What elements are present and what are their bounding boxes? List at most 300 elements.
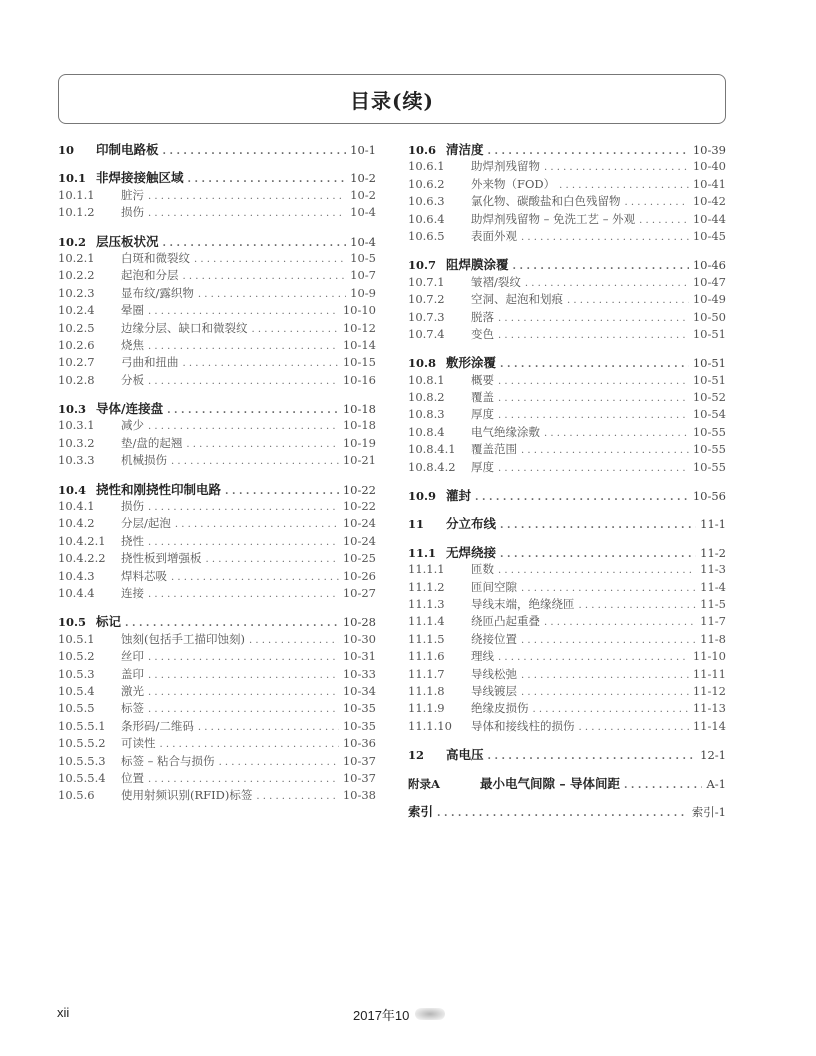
section-number: 10.5.4 xyxy=(58,683,95,698)
toc-entry[interactable] xyxy=(408,631,726,648)
toc-entry[interactable] xyxy=(58,354,376,371)
section-number: 10.7.3 xyxy=(408,309,445,324)
section-number: 10.1 xyxy=(58,171,87,186)
section-number: 10.7.4 xyxy=(408,326,445,341)
section-number: 10.3.3 xyxy=(58,453,95,468)
dot-leader xyxy=(148,205,346,222)
page-reference: 11-2 xyxy=(700,545,726,560)
dot-leader xyxy=(579,597,697,614)
toc-entry[interactable] xyxy=(408,648,726,665)
toc-entry[interactable] xyxy=(408,309,726,326)
section-number: 10.4.2 xyxy=(58,516,95,531)
toc-entry[interactable] xyxy=(408,700,726,717)
toc-entry[interactable] xyxy=(408,561,726,578)
section-number: 10.8.3 xyxy=(408,407,445,422)
section-number: 10.6.5 xyxy=(408,228,445,243)
section-number: 10.6.4 xyxy=(408,211,445,226)
toc-entry[interactable] xyxy=(58,568,376,585)
page-reference: 10-7 xyxy=(350,268,376,283)
dot-leader xyxy=(148,534,339,551)
page-reference: 10-22 xyxy=(342,482,376,497)
toc-entry[interactable] xyxy=(58,267,376,284)
page-reference: 10-52 xyxy=(692,390,726,405)
section-number: 10.2.1 xyxy=(58,250,95,265)
section-title: 导线末端，绝缘绕匝 xyxy=(471,596,575,611)
toc-entry[interactable] xyxy=(408,718,726,735)
section-title: 阻焊膜涂覆 xyxy=(446,257,509,273)
toc-group xyxy=(408,803,726,820)
section-number: 10.8.4 xyxy=(408,424,445,439)
dot-leader xyxy=(148,188,346,205)
dot-leader xyxy=(148,303,339,320)
toc-entry[interactable] xyxy=(58,700,376,717)
page-reference: 10-40 xyxy=(692,159,726,174)
toc-group xyxy=(408,141,726,245)
dot-leader xyxy=(498,562,696,579)
dot-leader xyxy=(559,177,689,194)
toc-entry[interactable] xyxy=(58,753,376,770)
toc-group xyxy=(58,481,376,603)
section-title: 皱褶/裂纹 xyxy=(471,274,521,289)
dot-leader xyxy=(488,748,697,765)
toc-entry[interactable] xyxy=(58,585,376,602)
dot-leader xyxy=(148,418,339,435)
dot-leader xyxy=(475,489,689,506)
toc-entry[interactable] xyxy=(58,515,376,532)
dot-leader xyxy=(148,586,339,603)
page-reference: A-1 xyxy=(706,776,726,791)
toc-entry[interactable] xyxy=(58,337,376,354)
section-title: 助焊剂残留物 – 免洗工艺 – 外观 xyxy=(471,211,636,226)
page-title: 目录(续) xyxy=(350,88,434,113)
dot-leader xyxy=(521,632,696,649)
dot-leader xyxy=(498,327,689,344)
dot-leader xyxy=(521,229,689,246)
dot-leader xyxy=(175,516,339,533)
toc-group xyxy=(408,515,726,532)
dot-leader xyxy=(521,580,696,597)
dot-leader xyxy=(148,373,339,390)
toc-group xyxy=(58,613,376,804)
section-number: 10.5.5.3 xyxy=(58,753,106,768)
page-reference: 10-22 xyxy=(342,499,376,514)
dot-leader xyxy=(148,684,339,701)
toc-entry[interactable] xyxy=(408,459,726,476)
section-number: 10.6 xyxy=(408,143,437,157)
page-reference: 10-51 xyxy=(692,372,726,387)
toc-entry[interactable] xyxy=(58,187,376,204)
page-reference: 10-18 xyxy=(342,418,376,433)
section-title: 脱落 xyxy=(471,309,494,324)
toc-entry[interactable] xyxy=(58,169,376,186)
section-number: 附录A xyxy=(408,776,440,791)
section-title: 助焊剂残留物 xyxy=(471,159,540,174)
toc-entry[interactable] xyxy=(408,176,726,193)
dot-leader xyxy=(186,436,338,453)
section-title: 损伤 xyxy=(121,499,144,514)
toc-title-box xyxy=(58,74,726,124)
section-number: 10.5 xyxy=(58,615,87,630)
section-title: 连接 xyxy=(121,585,144,600)
section-title: 使用射频识别(RFID)标签 xyxy=(121,788,253,803)
page-reference: 11-14 xyxy=(692,718,726,733)
section-title: 分层/起泡 xyxy=(121,516,171,531)
page-reference: 10-25 xyxy=(342,551,376,566)
section-title: 激光 xyxy=(121,683,144,698)
toc-entry[interactable] xyxy=(58,631,376,648)
section-number: 10.2 xyxy=(58,234,87,249)
dot-leader xyxy=(249,632,339,649)
page-reference: 10-35 xyxy=(342,701,376,716)
section-number: 10.5.3 xyxy=(58,666,95,681)
page-reference: 11-4 xyxy=(700,579,726,594)
section-number: 10.5.5.4 xyxy=(58,770,106,785)
dot-leader xyxy=(183,355,339,372)
toc-entry[interactable] xyxy=(58,320,376,337)
toc-entry[interactable] xyxy=(58,666,376,683)
page-reference: 10-4 xyxy=(350,234,376,249)
toc-group xyxy=(408,746,726,763)
section-number: 10.4.1 xyxy=(58,499,95,514)
section-number: 11.1.2 xyxy=(408,579,445,594)
dot-leader xyxy=(171,569,339,586)
toc-entry[interactable] xyxy=(408,291,726,308)
section-title: 氯化物、碳酸盐和白色残留物 xyxy=(471,194,621,209)
section-title: 标记 xyxy=(96,614,122,630)
page-reference: 10-42 xyxy=(692,194,726,209)
toc-entry[interactable] xyxy=(408,803,726,820)
section-title: 边缘分层、缺口和微裂纹 xyxy=(121,320,248,335)
section-number: 11.1.7 xyxy=(408,666,445,681)
toc-group xyxy=(408,256,726,343)
dot-leader xyxy=(498,649,689,666)
toc-entry[interactable] xyxy=(408,441,726,458)
toc-entry[interactable] xyxy=(408,193,726,210)
dot-leader xyxy=(148,771,339,788)
toc-entry[interactable] xyxy=(408,487,726,504)
toc-entry[interactable] xyxy=(408,666,726,683)
section-number: 10.3 xyxy=(58,402,87,417)
toc-entry[interactable] xyxy=(58,435,376,452)
dot-leader xyxy=(567,292,689,309)
dot-leader xyxy=(188,171,347,188)
section-title: 概要 xyxy=(471,372,494,387)
toc-group xyxy=(408,544,726,735)
toc-entry[interactable] xyxy=(58,400,376,417)
section-title: 垫/盘的起翘 xyxy=(121,435,183,450)
page-reference: 10-37 xyxy=(342,753,376,768)
section-title: 空洞、起泡和划痕 xyxy=(471,292,563,307)
section-number: 10.7.1 xyxy=(408,274,445,289)
section-number: 10.5.6 xyxy=(58,788,95,803)
section-title: 起泡和分层 xyxy=(121,268,179,283)
section-title: 分板 xyxy=(121,372,144,387)
toc-entry[interactable] xyxy=(58,683,376,700)
section-title: 绕匝凸起重叠 xyxy=(471,614,540,629)
page-reference: 10-47 xyxy=(692,274,726,289)
section-title: 显布纹/露织物 xyxy=(121,285,194,300)
section-title: 机械损伤 xyxy=(121,453,167,468)
section-number: 11.1.9 xyxy=(408,701,445,716)
dot-leader xyxy=(183,268,347,285)
page-reference: 10-35 xyxy=(342,718,376,733)
toc-group xyxy=(408,354,726,476)
toc-entry[interactable] xyxy=(58,372,376,389)
dot-leader xyxy=(163,235,347,252)
toc-entry[interactable] xyxy=(408,389,726,406)
section-title: 导线镀层 xyxy=(471,683,517,698)
toc-entry[interactable] xyxy=(58,498,376,515)
section-title: 可读性 xyxy=(121,736,156,751)
section-number: 10.5.5.2 xyxy=(58,736,106,751)
page-reference: 11-5 xyxy=(700,596,726,611)
dot-leader xyxy=(579,719,689,736)
section-title: 盖印 xyxy=(121,666,144,681)
dot-leader xyxy=(225,483,339,500)
page-reference: 10-55 xyxy=(692,459,726,474)
section-title: 丝印 xyxy=(121,649,144,664)
toc-entry[interactable] xyxy=(408,158,726,175)
toc-entry[interactable] xyxy=(408,544,726,561)
toc-entry[interactable] xyxy=(408,515,726,532)
section-title: 敷形涂覆 xyxy=(446,355,497,371)
section-number: 10.4.4 xyxy=(58,585,95,600)
page-reference: 10-36 xyxy=(342,736,376,751)
dot-leader xyxy=(639,212,689,229)
page-reference: 10-54 xyxy=(692,407,726,422)
section-number: 10.9 xyxy=(408,489,437,504)
dot-leader xyxy=(167,402,339,419)
page-reference: 10-46 xyxy=(692,258,726,273)
section-number: 10.5.5.1 xyxy=(58,718,106,733)
toc-entry[interactable] xyxy=(58,250,376,267)
section-title: 索引 xyxy=(408,803,434,819)
toc-entry[interactable] xyxy=(408,228,726,245)
page-reference: 10-55 xyxy=(692,424,726,439)
section-number: 10 xyxy=(58,143,75,157)
section-title: 减少 xyxy=(121,418,144,433)
section-title: 最小电气间隙 – 导体间距 xyxy=(480,775,620,791)
section-number: 10.5.5 xyxy=(58,701,95,716)
section-number: 10.6.2 xyxy=(408,176,445,191)
section-title: 条形码/二维码 xyxy=(121,718,194,733)
dot-leader xyxy=(198,286,346,303)
page-reference: 11-8 xyxy=(700,631,726,646)
toc-entry[interactable] xyxy=(58,613,376,630)
section-number: 10.2.2 xyxy=(58,268,95,283)
page-reference: 10-19 xyxy=(342,435,376,450)
toc-entry[interactable] xyxy=(408,424,726,441)
toc-entry[interactable] xyxy=(58,735,376,752)
section-title: 弓曲和扭曲 xyxy=(121,355,179,370)
toc-entry[interactable] xyxy=(408,596,726,613)
dot-leader xyxy=(500,546,696,563)
section-number: 10.8 xyxy=(408,356,437,371)
dot-leader xyxy=(500,517,696,534)
section-number: 10.4 xyxy=(58,482,87,497)
dot-leader xyxy=(198,719,339,736)
page-number: xii xyxy=(57,1005,70,1020)
section-number: 11.1.1 xyxy=(408,562,445,577)
page-reference: 10-5 xyxy=(350,250,376,265)
toc-entry[interactable] xyxy=(408,256,726,273)
section-title: 导体/连接盘 xyxy=(96,401,164,417)
page-reference: 10-28 xyxy=(342,615,376,630)
section-number: 10.3.1 xyxy=(58,418,95,433)
page-reference: 10-50 xyxy=(692,309,726,324)
section-number: 10.4.2.1 xyxy=(58,533,106,548)
page-reference: 12-1 xyxy=(700,748,726,763)
section-title: 导体和接线柱的损伤 xyxy=(471,718,575,733)
page-reference: 10-16 xyxy=(342,372,376,387)
toc-entry[interactable] xyxy=(58,141,376,158)
toc-entry[interactable] xyxy=(408,775,726,792)
section-number: 10.6.1 xyxy=(408,159,445,174)
section-title: 导线松弛 xyxy=(471,666,517,681)
section-title: 理线 xyxy=(471,649,494,664)
dot-leader xyxy=(148,701,339,718)
dot-leader xyxy=(513,258,689,275)
dot-leader xyxy=(498,373,689,390)
dot-leader xyxy=(624,777,703,794)
dot-leader xyxy=(500,356,689,373)
section-title: 高电压 xyxy=(446,747,484,763)
toc-entry[interactable] xyxy=(58,770,376,787)
section-title: 挠性板到增强板 xyxy=(121,551,202,566)
toc-entry[interactable] xyxy=(408,274,726,291)
page-reference: 10-1 xyxy=(350,143,376,157)
section-title: 脏污 xyxy=(121,187,144,202)
page-reference: 10-24 xyxy=(342,516,376,531)
section-number: 10.7 xyxy=(408,258,437,273)
toc-left-column xyxy=(58,141,376,816)
page-reference: 10-30 xyxy=(342,631,376,646)
section-title: 覆盖范围 xyxy=(471,442,517,457)
toc-entry[interactable] xyxy=(408,141,726,158)
section-number: 10.5.2 xyxy=(58,649,95,664)
toc-entry[interactable] xyxy=(408,326,726,343)
dot-leader xyxy=(544,614,696,631)
section-title: 厚度 xyxy=(471,407,494,422)
toc-entry[interactable] xyxy=(58,787,376,804)
section-number: 10.1.2 xyxy=(58,205,95,220)
page-reference: 10-45 xyxy=(692,228,726,243)
page-reference: 10-38 xyxy=(342,788,376,803)
toc-entry[interactable] xyxy=(58,533,376,550)
section-title: 灌封 xyxy=(446,488,472,504)
toc-group xyxy=(408,487,726,504)
toc-entry[interactable] xyxy=(58,302,376,319)
section-title: 表面外观 xyxy=(471,228,517,243)
page-reference: 10-18 xyxy=(342,402,376,417)
toc-entry[interactable] xyxy=(58,718,376,735)
toc-entry[interactable] xyxy=(408,406,726,423)
page-reference: 索引-1 xyxy=(691,804,726,819)
page-reference: 10-44 xyxy=(692,211,726,226)
section-title: 匝数 xyxy=(471,562,494,577)
page-reference: 10-31 xyxy=(342,649,376,664)
toc-group xyxy=(58,400,376,470)
toc-entry[interactable] xyxy=(408,211,726,228)
toc-entry[interactable] xyxy=(408,372,726,389)
toc-entry[interactable] xyxy=(58,481,376,498)
section-title: 清洁度 xyxy=(446,142,484,157)
toc-entry[interactable] xyxy=(58,550,376,567)
page-reference: 10-55 xyxy=(692,442,726,457)
page-reference: 10-33 xyxy=(342,666,376,681)
page-reference: 10-49 xyxy=(692,292,726,307)
dot-leader xyxy=(437,805,688,822)
page-reference: 10-56 xyxy=(692,489,726,504)
section-number: 10.6.3 xyxy=(408,194,445,209)
section-number: 10.5.1 xyxy=(58,631,95,646)
toc-entry[interactable] xyxy=(58,452,376,469)
section-number: 11.1.3 xyxy=(408,596,445,611)
section-title: 焊料芯吸 xyxy=(121,568,167,583)
dot-leader xyxy=(194,251,346,268)
dot-leader xyxy=(148,649,339,666)
section-number: 11.1 xyxy=(408,545,437,560)
dot-leader xyxy=(498,407,689,424)
dot-leader xyxy=(219,754,339,771)
page-reference: 11-10 xyxy=(692,649,726,664)
dot-leader xyxy=(544,425,689,442)
toc-entry[interactable] xyxy=(58,285,376,302)
page-reference: 10-15 xyxy=(342,355,376,370)
toc-entry[interactable] xyxy=(58,233,376,250)
toc-entry[interactable] xyxy=(408,613,726,630)
section-title: 非焊接接触区域 xyxy=(96,170,184,186)
dot-leader xyxy=(206,551,339,568)
section-title: 挠性 xyxy=(121,533,144,548)
section-number: 10.8.1 xyxy=(408,372,445,387)
section-title: 无焊绕接 xyxy=(446,544,497,560)
section-number: 10.2.7 xyxy=(58,355,95,370)
toc-entry[interactable] xyxy=(408,746,726,763)
toc-entry[interactable] xyxy=(58,648,376,665)
toc-entry[interactable] xyxy=(408,354,726,371)
page-reference: 10-9 xyxy=(350,285,376,300)
page-reference: 10-24 xyxy=(342,533,376,548)
section-number: 11.1.10 xyxy=(408,718,452,733)
page-reference: 11-11 xyxy=(692,666,726,681)
section-number: 10.8.4.2 xyxy=(408,459,456,474)
section-title: 层压板状况 xyxy=(96,233,159,249)
page-reference: 10-37 xyxy=(342,770,376,785)
section-title: 晕圈 xyxy=(121,303,144,318)
dot-leader xyxy=(625,194,689,211)
section-number: 11.1.4 xyxy=(408,614,445,629)
dot-leader xyxy=(525,275,689,292)
toc-entry[interactable] xyxy=(58,417,376,434)
page-reference: 10-27 xyxy=(342,585,376,600)
section-title: 绕接位置 xyxy=(471,631,517,646)
section-title: 印制电路板 xyxy=(96,142,159,157)
section-number: 10.4.3 xyxy=(58,568,95,583)
dot-leader xyxy=(521,442,689,459)
redaction-blur xyxy=(415,1008,445,1020)
section-number: 11 xyxy=(408,517,425,532)
page-reference: 10-10 xyxy=(342,303,376,318)
page-reference: 10-41 xyxy=(692,176,726,191)
section-title: 烧焦 xyxy=(121,337,144,352)
section-title: 白斑和微裂纹 xyxy=(121,250,190,265)
section-number: 10.2.5 xyxy=(58,320,95,335)
toc-entry[interactable] xyxy=(408,683,726,700)
toc-entry[interactable] xyxy=(408,579,726,596)
toc-entry[interactable] xyxy=(58,204,376,221)
section-number: 11.1.6 xyxy=(408,649,445,664)
